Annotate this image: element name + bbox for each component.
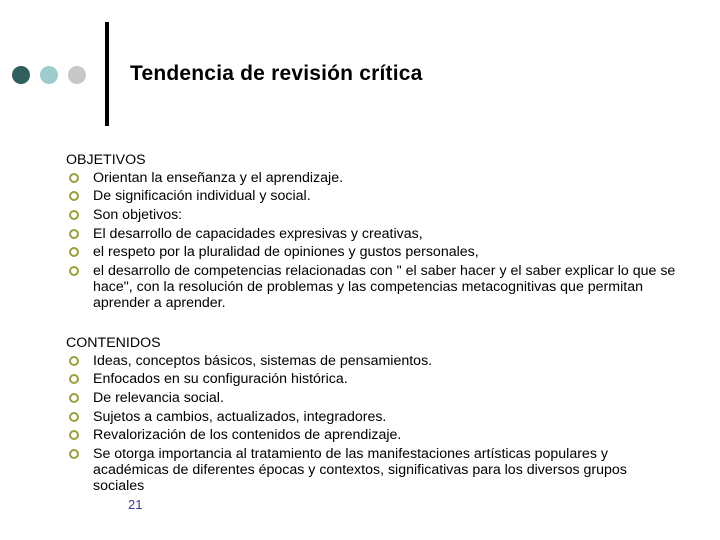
- list-item: Ideas, conceptos básicos, sistemas de pensamientos.: [66, 353, 676, 369]
- list-item: Orientan la enseñanza y el aprendizaje.: [66, 170, 676, 186]
- title-divider: [105, 22, 109, 126]
- list-item: Enfocados en su configuración histórica.: [66, 371, 676, 387]
- slide-title: Tendencia de revisión crítica: [130, 62, 423, 85]
- contenidos-heading: CONTENIDOS: [66, 335, 161, 351]
- bullet-icon: [69, 393, 79, 403]
- bullet-icon: [69, 412, 79, 422]
- bullet-icon: [69, 173, 79, 183]
- bullet-icon: [69, 266, 79, 276]
- bullet-icon: [69, 374, 79, 384]
- list-item: Revalorización de los contenidos de aprendizaje.: [66, 427, 676, 443]
- bullet-icon: [69, 191, 79, 201]
- list-item: el desarrollo de competencias relacionadas con " el saber hacer y el saber explicar lo que se hace", con la resolución de problemas y las competencias metacognitivas que permitan aprender a aprender.: [66, 263, 676, 311]
- contenidos-section: [66, 334, 676, 497]
- bullet-icon: [69, 229, 79, 239]
- list-item: El desarrollo de capacidades expresivas y creativas,: [66, 226, 676, 242]
- light-teal-dot-icon: [40, 66, 58, 84]
- list-item: Se otorga importancia al tratamiento de las manifestaciones artísticas populares y académicas de diferentes épocas y contextos, significativas para los diversos grupos sociales: [66, 446, 676, 494]
- bullet-icon: [69, 356, 79, 366]
- list-item: Sujetos a cambios, actualizados, integradores.: [66, 409, 676, 425]
- gray-dot-icon: [68, 66, 86, 84]
- list-item: De significación individual y social.: [66, 188, 676, 204]
- bullet-icon: [69, 210, 79, 220]
- list-item: el respeto por la pluralidad de opiniones y gustos personales,: [66, 244, 676, 260]
- contenidos-list: [66, 353, 676, 494]
- bullet-icon: [69, 247, 79, 257]
- list-item: Son objetivos:: [66, 207, 676, 223]
- page-number: 21: [128, 497, 143, 512]
- bullet-icon: [69, 430, 79, 440]
- bullet-icon: [69, 449, 79, 459]
- list-item: De relevancia social.: [66, 390, 676, 406]
- dark-teal-dot-icon: [12, 66, 30, 84]
- objetivos-list: [66, 170, 676, 311]
- objetivos-section: [66, 151, 676, 314]
- objetivos-heading: OBJETIVOS: [66, 152, 146, 168]
